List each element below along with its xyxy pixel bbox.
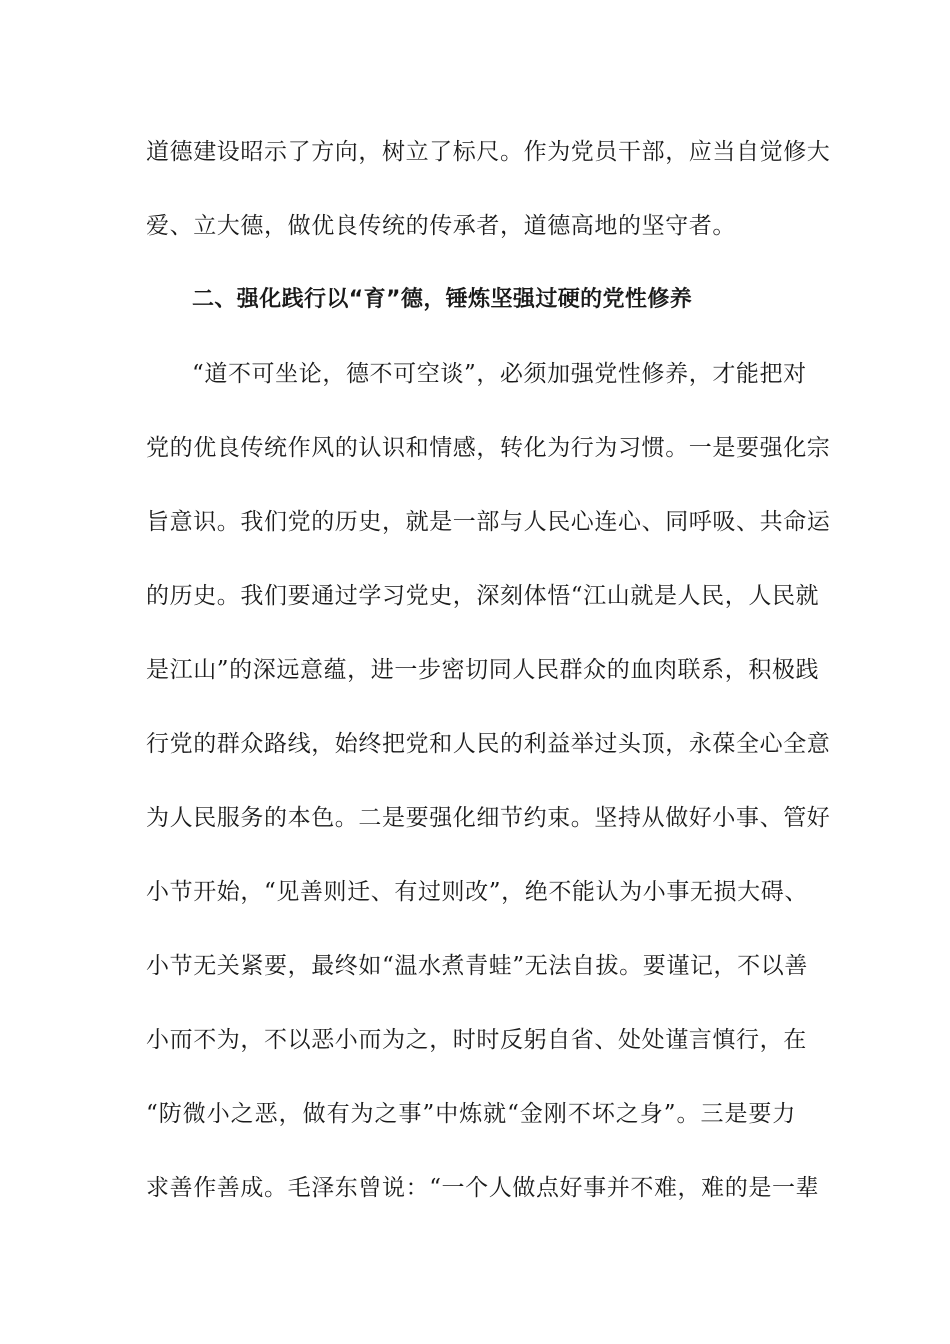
paragraph-line: 的历史。我们要通过学习党史，深刻体悟“江山就是人民，人民就 xyxy=(146,583,820,609)
paragraph-line: 旨意识。我们党的历史，就是一部与人民心连心、同呼吸、共命运 xyxy=(146,509,831,535)
paragraph-line: 小节无关紧要，最终如“温水煮青蛙”无法自拔。要谨记，不以善 xyxy=(146,953,808,979)
paragraph-line: 小节开始，“见善则迁、有过则改”，绝不能认为小事无损大碍、 xyxy=(146,879,808,905)
section-heading: 二、强化践行以“育”德，锤炼坚强过硬的党性修养 xyxy=(192,287,693,312)
paragraph-line: 爱、立大德，做优良传统的传承者，道德高地的坚守者。 xyxy=(146,213,736,239)
paragraph-line: 是江山”的深远意蕴，进一步密切同人民群众的血肉联系，积极践 xyxy=(146,657,820,683)
paragraph-line: 道德建设昭示了方向，树立了标尺。作为党员干部，应当自觉修大 xyxy=(146,139,831,165)
paragraph-line: 求善作善成。毛泽东曾说：“一个人做点好事并不难，难的是一辈 xyxy=(146,1175,820,1201)
paragraph-line: “道不可坐论，德不可空谈”，必须加强党性修养，才能把对 xyxy=(192,361,807,387)
document-body xyxy=(146,128,831,1238)
paragraph-line: “防微小之恶，做有为之事”中炼就“金刚不坏之身”。三是要力 xyxy=(146,1101,796,1127)
paragraph-line: 党的优良传统作风的认识和情感，转化为行为习惯。一是要强化宗 xyxy=(146,435,831,461)
paragraph-line: 为人民服务的本色。二是要强化细节约束。坚持从做好小事、管好 xyxy=(146,805,831,831)
paragraph-line: 小而不为，不以恶小而为之，时时反躬自省、处处谨言慎行，在 xyxy=(146,1027,807,1053)
paragraph-line: 行党的群众路线，始终把党和人民的利益举过头顶，永葆全心全意 xyxy=(146,731,831,757)
